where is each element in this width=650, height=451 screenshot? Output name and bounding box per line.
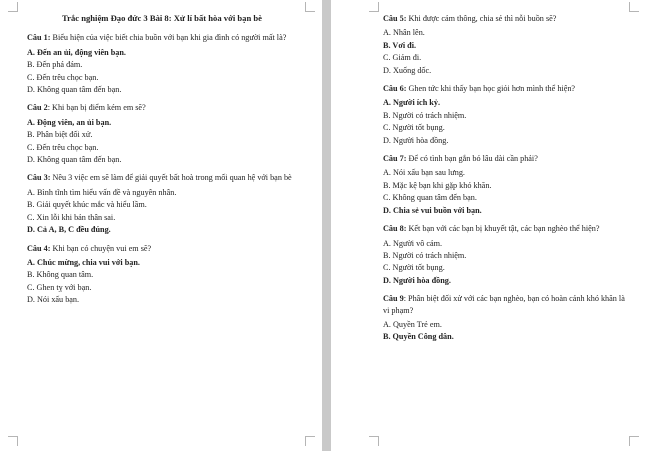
answer-option: C. Ghen tỵ với bạn. (27, 282, 92, 292)
question-text (27, 172, 297, 183)
answer-option: C. Xin lỗi khi bản thân sai. (27, 212, 116, 222)
answer-option: D. Nói xấu bạn. (27, 295, 80, 305)
question-block (27, 243, 297, 306)
answer-option-correct: D. Cả A, B, C đều đúng. (27, 225, 111, 235)
answer-option-correct: B. Vơi đi. (383, 40, 417, 50)
page-left-content (27, 13, 297, 307)
question-prompt: Ghen tức khi thấy bạn học giỏi hơn mình thể hiện? (406, 84, 576, 94)
corner-mark-bottom-right (629, 436, 639, 446)
question-prompt: : Khi bạn bị điểm kém em sẽ? (47, 103, 146, 113)
corner-mark-bottom-right (305, 436, 315, 446)
question-text (383, 223, 633, 234)
answer-option-correct: A. Chúc mừng, chia vui với bạn. (27, 257, 140, 267)
answer-option: C. Giảm đi. (383, 53, 422, 63)
corner-mark-top-right (629, 2, 639, 12)
question-block (383, 293, 633, 343)
question-block (27, 32, 297, 102)
question-prompt: Biểu hiện của việc biết chia buồn với bạn khi gia đình có người mất là? (50, 33, 287, 43)
question-text (383, 13, 633, 24)
answer-option: D. Người hòa đồng. (383, 135, 449, 145)
answer-option: A. Nói xấu bạn sau lưng. (383, 168, 465, 178)
document-page-right (331, 0, 650, 451)
question-text (383, 153, 633, 164)
question-block (383, 13, 633, 83)
document-title: Trắc nghiệm Đạo đức 3 Bài 8: Xử lí bất hòa với bạn bè (62, 13, 262, 23)
answer-option-correct: D. Người hòa đồng. (383, 275, 451, 285)
question-label: Câu 3: (27, 173, 51, 183)
answer-option-correct: A. Động viên, an ủi bạn. (27, 117, 112, 127)
corner-mark-bottom-left (8, 436, 18, 446)
question-text (383, 293, 633, 316)
question-prompt: Kết bạn với các bạn bị khuyết tật, các bạn nghèo thể hiện? (406, 224, 600, 234)
answer-option-correct: A. Người ích kỷ. (383, 98, 440, 108)
answer-option: D. Không quan tâm đến bạn. (27, 155, 122, 165)
question-prompt: Nêu 3 việc em sẽ làm để giải quyết bất hoà trong mối quan hệ với bạn bè (50, 173, 292, 183)
question-label: Câu 7: (383, 154, 407, 164)
corner-mark-top-right (305, 2, 315, 12)
question-label: Câu 6: (383, 84, 407, 94)
question-text (27, 32, 297, 43)
question-text (27, 102, 297, 113)
question-label: Câu 5: (383, 14, 407, 23)
answer-option: C. Người tốt bụng. (383, 263, 445, 273)
answer-option: C. Đến trêu chọc bạn. (27, 142, 99, 152)
answer-option-correct: D. Chia sẻ vui buồn với bạn. (383, 205, 482, 215)
answer-option: B. Đến phá đám. (27, 60, 83, 70)
answer-option: A. Người vô cảm. (383, 238, 443, 248)
answer-option-correct: A. Đến an ủi, động viên bạn. (27, 47, 126, 57)
page-right-content (383, 13, 633, 344)
question-block (27, 102, 297, 172)
question-block (383, 153, 633, 223)
answer-option: C. Không quan tâm đến bạn. (383, 193, 477, 203)
answer-option: B. Không quan tâm. (27, 270, 94, 280)
answer-option: D. Không quan tâm đến bạn. (27, 85, 122, 95)
answer-option-correct: B. Quyền Công dân. (383, 332, 454, 342)
document-page-left (0, 0, 322, 451)
answer-option: C. Người tốt bụng. (383, 123, 445, 133)
question-prompt: Khi bạn có chuyện vui em sẽ? (50, 243, 152, 253)
question-block (383, 83, 633, 153)
question-prompt: Khi được cảm thông, chia sẻ thì nỗi buồn sẽ? (406, 14, 557, 23)
answer-option: B. Người có trách nhiệm. (383, 110, 467, 120)
question-label: Câu 8: (383, 224, 407, 234)
answer-option: A. Nhân lên. (383, 28, 425, 38)
corner-mark-top-left (369, 2, 379, 12)
question-text (383, 83, 633, 94)
answer-option: A. Bình tĩnh tìm hiểu vấn đề và nguyên nhân. (27, 187, 177, 197)
question-label: Câu 1: (27, 33, 51, 43)
question-label: Câu 2 (27, 103, 48, 113)
answer-option: B. Người có trách nhiệm. (383, 250, 467, 260)
answer-option: B. Phân biệt đối xử. (27, 130, 93, 140)
answer-option: C. Đến trêu chọc bạn. (27, 72, 99, 82)
question-prompt: : Phân biệt đối xử với các bạn nghèo, bạn có hoàn cảnh khó khăn là vi phạm? (383, 294, 625, 315)
answer-option: B. Giải quyết khúc mắc và hiểu lầm. (27, 200, 147, 210)
question-prompt: Để có tình bạn gắn bó lâu dài cần phải? (406, 154, 538, 164)
answer-option: D. Xuống dốc. (383, 65, 432, 75)
question-label: Câu 4: (27, 243, 51, 253)
question-list-left (27, 32, 297, 305)
corner-mark-bottom-left (369, 436, 379, 446)
answer-option: A. Quyền Trẻ em. (383, 319, 442, 329)
question-block (27, 172, 297, 242)
question-list-right (383, 13, 633, 343)
question-text (27, 243, 297, 254)
question-label: Câu 9 (383, 294, 404, 304)
answer-option: B. Mặc kệ bạn khi gặp khó khăn. (383, 180, 492, 190)
question-block (383, 223, 633, 293)
corner-mark-top-left (8, 2, 18, 12)
